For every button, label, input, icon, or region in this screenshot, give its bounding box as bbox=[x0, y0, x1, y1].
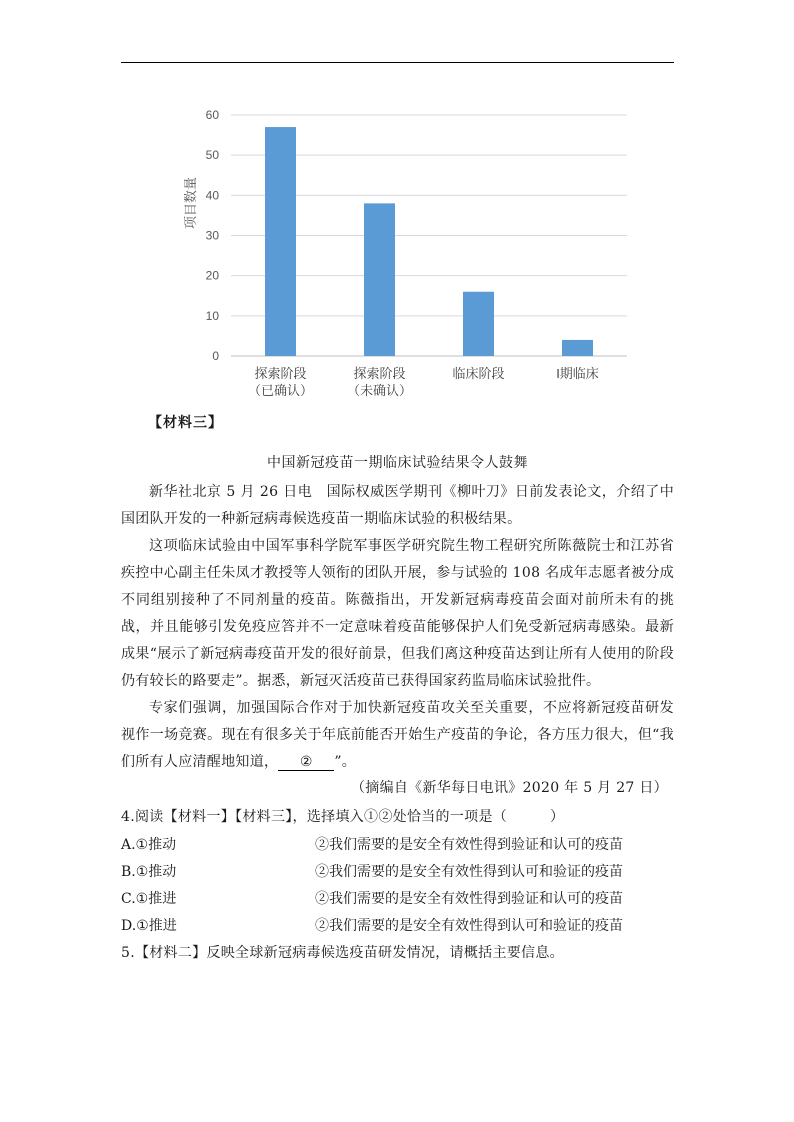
option-a-part1: A.①推动 bbox=[121, 837, 177, 853]
option-b-part1: B.①推动 bbox=[121, 864, 177, 880]
material3-label: 【材料三】 bbox=[148, 415, 223, 431]
article-paragraph-3 bbox=[121, 695, 674, 776]
bar-2 bbox=[463, 292, 494, 356]
x-tick-label-2-0: 临床阶段 bbox=[452, 366, 505, 381]
bar-1 bbox=[364, 203, 395, 356]
bar-0 bbox=[265, 127, 296, 356]
x-tick-label-1-1: （未确认） bbox=[346, 383, 413, 398]
article-title: 中国新冠疫苗一期临床试验结果令人鼓舞 bbox=[267, 455, 528, 471]
fill-blank-2: ② bbox=[278, 754, 334, 771]
article-paragraph-2: 这项临床试验由中国军事科学院军事医学研究院生物工程研究所陈薇院士和江苏省疾控中心副主任朱凤才教授等人领衔的团队开展，参与试验的 108 名成年志愿者被分成不同组别接种了不同剂量的疫苗。陈薇指出，开发新冠病毒疫苗会面对前所未有的挑战，并且能够引发免疫应答并不一定意味着疫苗能够保护人们免受新冠病毒感染。最新成果“展示了新冠病毒疫苗开发的很好前景，但我们离这种疫苗达到让所有人使用的阶段仍有较长的路要走”。据悉，新冠灭活疫苗已获得国家药监局临床试验批件。 bbox=[121, 538, 674, 689]
y-tick-label-60: 60 bbox=[205, 108, 219, 122]
y-tick-label-0: 0 bbox=[212, 349, 219, 363]
y-tick-label-30: 30 bbox=[205, 228, 219, 243]
question-4: 4.阅读【材料一】【材料三】，选择填入①②处恰当的一项是（ ） bbox=[121, 809, 565, 825]
x-tick-label-3-0: I期临床 bbox=[556, 366, 599, 381]
vaccine-stage-bar-chart bbox=[0, 0, 794, 410]
option-a[interactable] bbox=[121, 834, 674, 856]
y-tick-label-20: 20 bbox=[205, 268, 219, 283]
option-d[interactable] bbox=[121, 915, 674, 937]
bar-3 bbox=[562, 340, 593, 356]
option-b[interactable] bbox=[121, 861, 674, 883]
y-tick-label-10: 10 bbox=[205, 308, 219, 323]
y-axis-label: 项目数量 bbox=[183, 176, 198, 230]
option-b-part2: ②我们需要的是安全有效性得到认可和验证的疫苗 bbox=[315, 864, 623, 880]
y-tick-label-40: 40 bbox=[205, 188, 219, 203]
option-c-part1: C.①推进 bbox=[121, 891, 177, 907]
question-5: 5.【材料二】反映全球新冠病毒候选疫苗研发情况，请概括主要信息。 bbox=[121, 945, 564, 961]
x-tick-label-1-0: 探索阶段 bbox=[353, 366, 406, 381]
x-tick-label-0-1: （已确认） bbox=[247, 383, 314, 398]
article-source: （摘编自《新华每日电讯》2020 年 5 月 27 日） bbox=[350, 780, 668, 796]
option-c-part2: ②我们需要的是安全有效性得到验证和认可的疫苗 bbox=[315, 891, 623, 907]
option-c[interactable] bbox=[121, 888, 674, 910]
option-d-part2: ②我们需要的是安全有效性得到认可和验证的疫苗 bbox=[315, 918, 623, 934]
article-paragraph-3-text: 专家们强调，加强国际合作对于加快新冠疫苗攻关至关重要，不应将新冠疫苗研发视作一场竞赛。现在有很多关于年底前能否开始生产疫苗的争论，各方压力很大，但“我们所有人应清醒地知道， bbox=[121, 700, 674, 770]
option-d-part1: D.①推进 bbox=[121, 918, 177, 934]
option-a-part2: ②我们需要的是安全有效性得到验证和认可的疫苗 bbox=[315, 837, 623, 853]
article-paragraph-1: 新华社北京 5 月 26 日电 国际权威医学期刊《柳叶刀》日前发表论文，介绍了中国团队开发的一种新冠病毒候选疫苗一期临床试验的积极结果。 bbox=[121, 484, 674, 527]
y-tick-label-50: 50 bbox=[205, 148, 219, 163]
article-paragraph-3-end: ”。 bbox=[334, 754, 357, 770]
x-tick-label-0-0: 探索阶段 bbox=[254, 366, 307, 381]
